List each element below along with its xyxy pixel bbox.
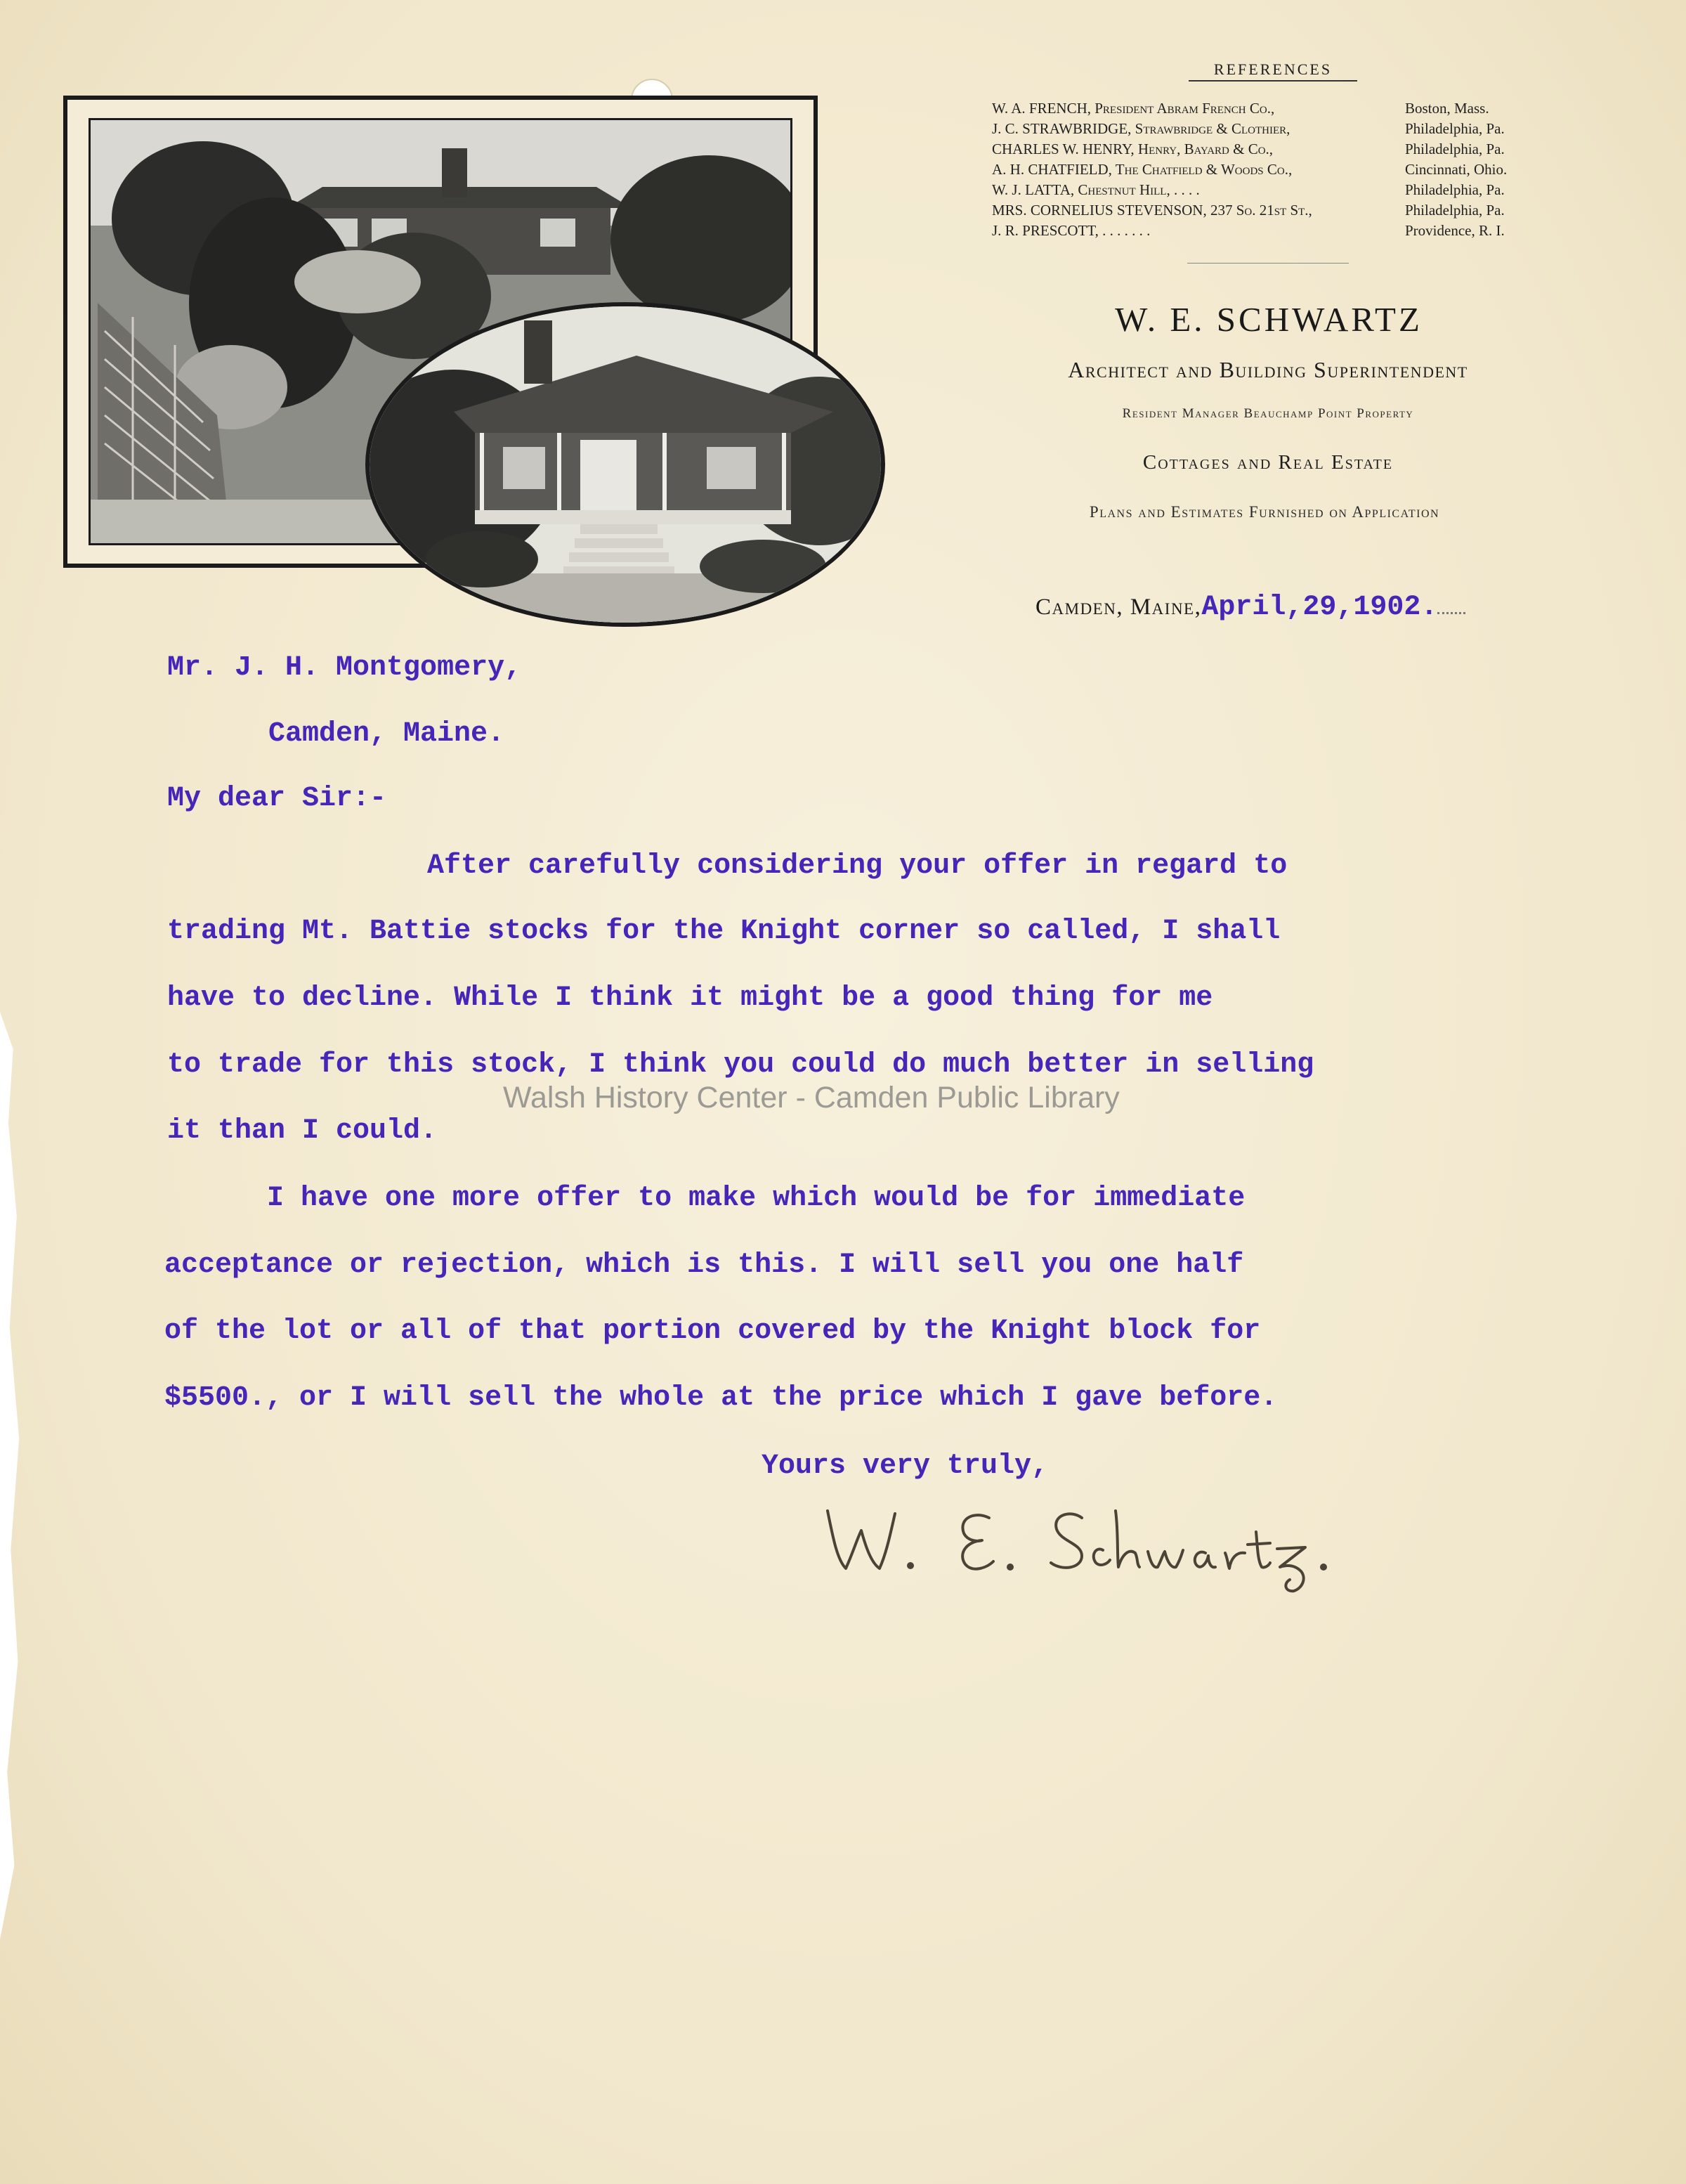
firm-title: Architect and Building Superintendent (1068, 357, 1468, 382)
reference-name: J. R. PRESCOTT, . . . . . . . (992, 222, 1151, 239)
body-line: it than I could. (167, 1115, 438, 1147)
reference-location: Boston, Mass. (1405, 100, 1489, 117)
reference-location: Philadelphia, Pa. (1405, 120, 1505, 137)
letter-date: April,29,1902. (1201, 592, 1438, 623)
reference-row (992, 119, 1554, 139)
body-line: trading Mt. Battie stocks for the Knight corner so called, I shall (167, 916, 1281, 947)
references-bottom-rule (1187, 263, 1349, 264)
firm-manager-line: Resident Manager Beauchamp Point Property (1122, 406, 1414, 421)
reference-location: Philadelphia, Pa. (1405, 181, 1505, 198)
recipient-name: Mr. J. H. Montgomery, (167, 652, 522, 684)
recipient-city: Camden, Maine. (268, 718, 505, 750)
body-line: have to decline. While I think it might be a good thing for me (167, 982, 1213, 1014)
photo-cottage-oval (365, 302, 885, 627)
salutation: My dear Sir:- (167, 783, 387, 814)
reference-location: Providence, R. I. (1405, 222, 1505, 239)
references-rule (1189, 80, 1357, 82)
reference-row (992, 180, 1554, 200)
reference-name: J. C. STRAWBRIDGE, Strawbridge & Clothier, (992, 120, 1290, 137)
firm-plans-line: Plans and Estimates Furnished on Application (1089, 503, 1440, 521)
references-title: REFERENCES (1213, 60, 1333, 78)
firm-name: W. E. SCHWARTZ (1115, 300, 1423, 339)
body-line: After carefully considering your offer in regard to (427, 850, 1288, 882)
references-list (992, 98, 1554, 241)
body-line: to trade for this stock, I think you could do much better in selling (167, 1049, 1314, 1081)
place-date-line (1035, 592, 1597, 623)
reference-name: MRS. CORNELIUS STEVENSON, 237 So. 21st St., (992, 202, 1312, 219)
body-line: $5500., or I will sell the whole at the price which I gave before. (164, 1382, 1278, 1414)
closing: Yours very truly, (762, 1450, 1049, 1482)
body-line: I have one more offer to make which would be for immediate (267, 1183, 1246, 1214)
body-line: of the lot or all of that portion covered by the Knight block for (164, 1315, 1261, 1347)
reference-row (992, 221, 1554, 241)
body-line: acceptance or rejection, which is this. I will sell you one half (164, 1249, 1244, 1281)
handwritten-signature (821, 1490, 1354, 1595)
printed-place: Camden, Maine, (1035, 594, 1202, 620)
reference-location: Philadelphia, Pa. (1405, 202, 1505, 219)
cottage-image (370, 306, 881, 623)
reference-row (992, 200, 1554, 221)
reference-location: Cincinnati, Ohio. (1405, 161, 1508, 178)
reference-name: W. A. FRENCH, President Abram French Co., (992, 100, 1275, 117)
reference-row (992, 160, 1554, 180)
firm-business-line: Cottages and Real Estate (1142, 451, 1394, 474)
reference-name: CHARLES W. HENRY, Henry, Bayard & Co., (992, 141, 1274, 157)
reference-row (992, 139, 1554, 160)
date-dotted-rule (1437, 612, 1465, 614)
reference-name: W. J. LATTA, Chestnut Hill, . . . . (992, 181, 1200, 198)
reference-row (992, 98, 1554, 119)
reference-name: A. H. CHATFIELD, The Chatfield & Woods Co., (992, 161, 1293, 178)
archive-watermark: Walsh History Center - Camden Public Library (503, 1081, 1120, 1114)
reference-location: Philadelphia, Pa. (1405, 141, 1505, 157)
